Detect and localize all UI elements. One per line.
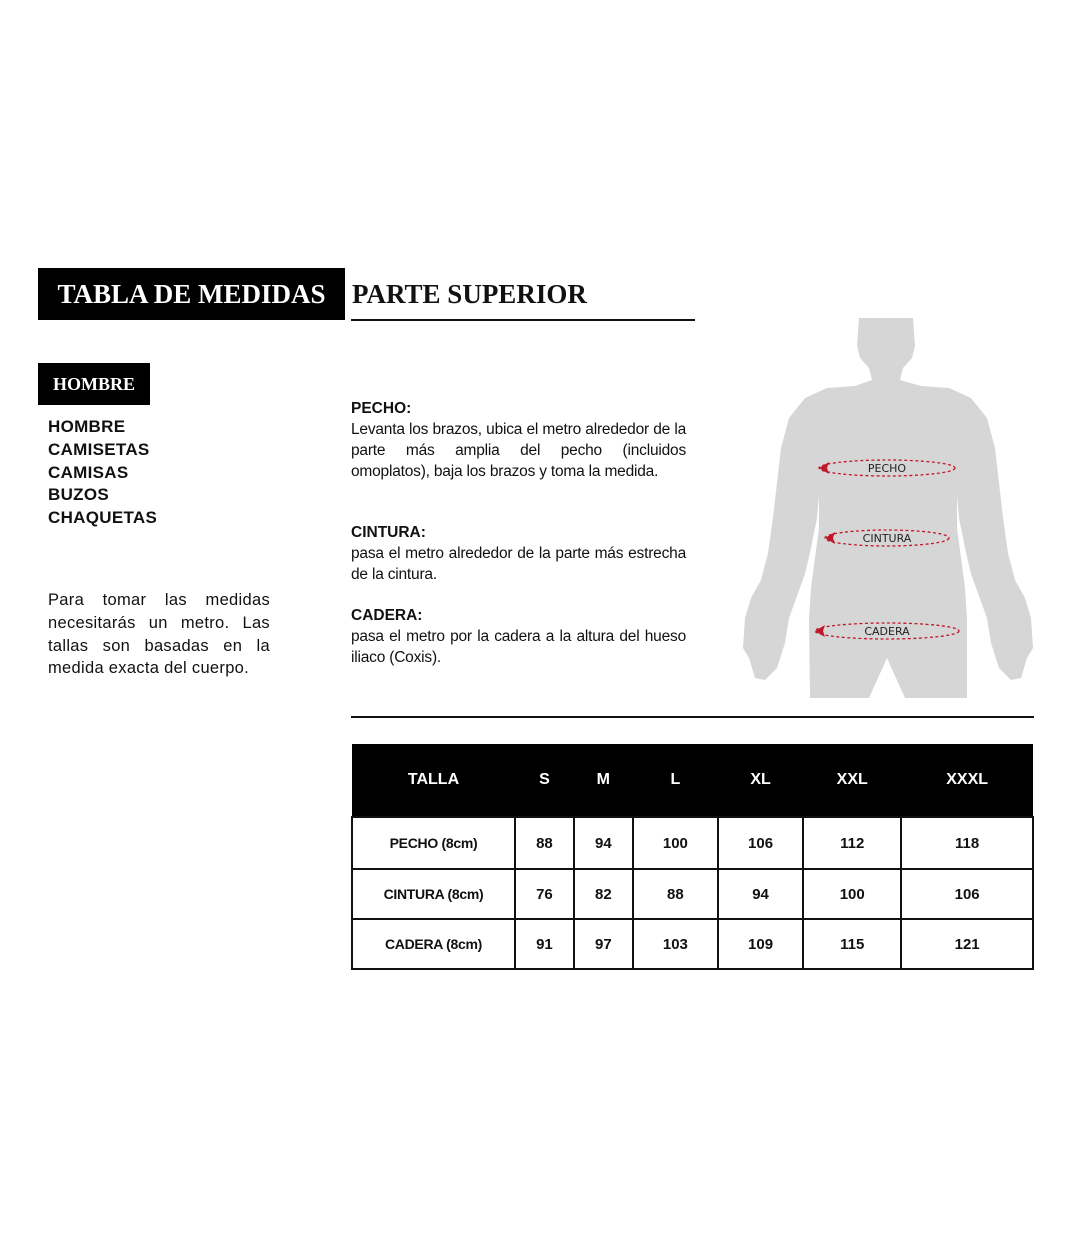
table-cell: 94 — [718, 869, 803, 919]
figure-label-cintura: CINTURA — [862, 532, 912, 545]
table-row — [352, 817, 1033, 869]
size-table-header — [352, 744, 1033, 817]
table-cell: 115 — [803, 919, 901, 969]
instruction-text: pasa el metro por la cadera a la altura del hueso iliaco (Coxis). — [351, 628, 686, 666]
category-item-camisas[interactable]: CAMISAS — [48, 462, 129, 482]
table-cell: 106 — [718, 817, 803, 869]
body-silhouette — [743, 318, 1033, 698]
table-cell: 112 — [803, 817, 901, 869]
intro-text: Para tomar las medidas necesitarás un metro. Las tallas son basadas en la medida exacta del cuerpo. — [48, 591, 270, 678]
table-cell: 88 — [515, 817, 574, 869]
table-row — [352, 869, 1033, 919]
instruction-text: Levanta los brazos, ubica el metro alrededor de la parte más amplia del pecho (incluidos omoplatos), baja los brazos y toma la medida. — [351, 421, 686, 480]
instruction-text: pasa el metro alrededor de la parte más estrecha de la cintura. — [351, 545, 686, 583]
table-cell: 82 — [574, 869, 633, 919]
column-header-size: XXXL — [901, 744, 1033, 817]
page-subtitle: PARTE SUPERIOR — [352, 279, 587, 309]
table-cell: 97 — [574, 919, 633, 969]
table-cell: 91 — [515, 919, 574, 969]
instruction-cintura — [351, 522, 686, 585]
column-header-talla: TALLA — [352, 744, 515, 817]
instruction-heading: CINTURA: — [351, 524, 426, 541]
figure-label-cadera: CADERA — [864, 625, 910, 638]
column-header-size: L — [633, 744, 718, 817]
column-header-size: XL — [718, 744, 803, 817]
figure-label-pecho: PECHO — [867, 462, 907, 475]
instruction-pecho — [351, 398, 686, 482]
table-cell: 118 — [901, 817, 1033, 869]
table-cell: 100 — [633, 817, 718, 869]
body-silhouette-figure — [735, 318, 1035, 700]
table-cell: 106 — [901, 869, 1033, 919]
column-header-size: XXL — [803, 744, 901, 817]
table-cell: 88 — [633, 869, 718, 919]
column-header-size: S — [515, 744, 574, 817]
row-label: CADERA (8cm) — [352, 919, 515, 969]
subtitle-underline — [351, 319, 695, 321]
column-header-size: M — [574, 744, 633, 817]
page-title: TABLA DE MEDIDAS — [38, 268, 345, 320]
table-cell: 103 — [633, 919, 718, 969]
size-table — [351, 744, 1034, 970]
table-cell: 76 — [515, 869, 574, 919]
instruction-cadera — [351, 605, 686, 668]
category-list — [48, 416, 157, 530]
table-cell: 121 — [901, 919, 1033, 969]
row-label: CINTURA (8cm) — [352, 869, 515, 919]
section-label: HOMBRE — [38, 363, 150, 405]
category-item-hombre[interactable]: HOMBRE — [48, 417, 126, 436]
table-row — [352, 919, 1033, 969]
category-item-buzos[interactable]: BUZOS — [48, 485, 109, 505]
section-divider — [351, 716, 1034, 718]
category-item-chaquetas[interactable]: CHAQUETAS — [48, 508, 158, 528]
instruction-heading: CADERA: — [351, 607, 423, 624]
table-cell: 100 — [803, 869, 901, 919]
category-item-camisetas[interactable]: CAMISETAS — [48, 439, 150, 459]
table-cell: 94 — [574, 817, 633, 869]
row-label: PECHO (8cm) — [352, 817, 515, 869]
instruction-heading: PECHO: — [351, 400, 412, 417]
table-cell: 109 — [718, 919, 803, 969]
